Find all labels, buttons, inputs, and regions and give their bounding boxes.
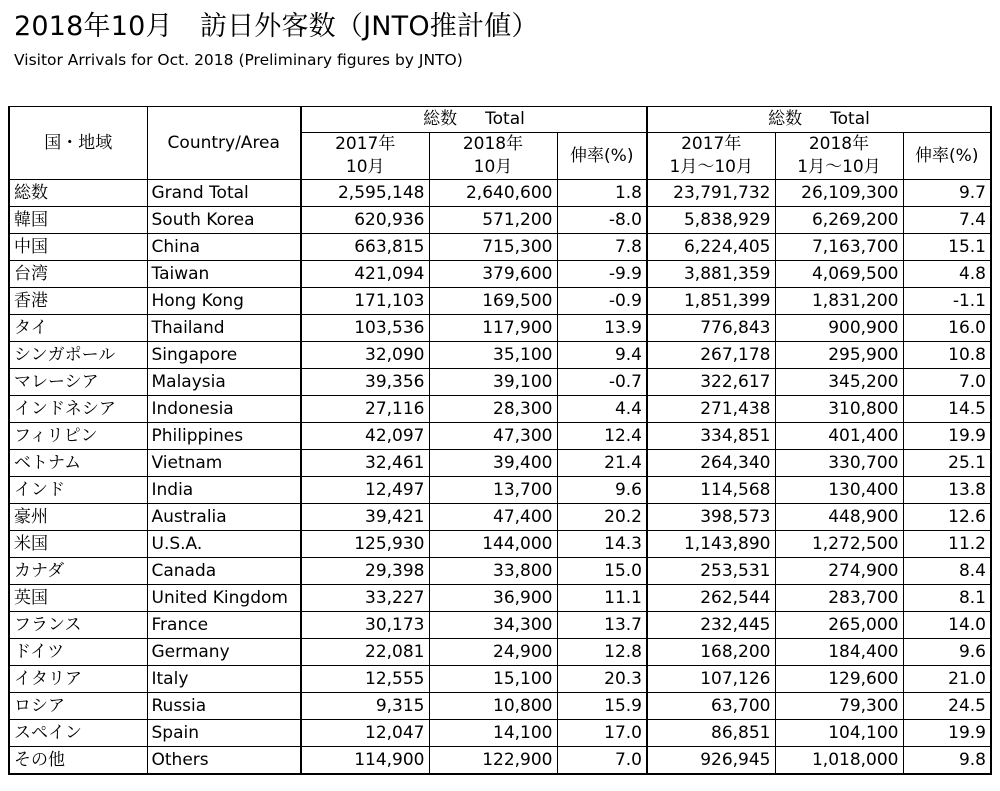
cell-ytd-growth: 8.4 <box>903 558 991 585</box>
cell-ytd-growth: 19.9 <box>903 720 991 747</box>
cell-oct-2017: 39,356 <box>301 369 429 396</box>
cell-ytd-2017: 6,224,405 <box>647 234 775 261</box>
cell-oct-2017: 663,815 <box>301 234 429 261</box>
cell-country-en: South Korea <box>147 207 301 234</box>
cell-ytd-2018: 330,700 <box>775 450 903 477</box>
cell-country-en: Philippines <box>147 423 301 450</box>
cell-ytd-2018: 79,300 <box>775 693 903 720</box>
cell-oct-growth: 21.4 <box>557 450 647 477</box>
cell-oct-2018: 144,000 <box>429 531 557 558</box>
cell-oct-2018: 24,900 <box>429 639 557 666</box>
cell-country-ja: 英国 <box>9 585 147 612</box>
cell-ytd-2017: 398,573 <box>647 504 775 531</box>
cell-country-ja: ロシア <box>9 693 147 720</box>
cell-oct-2017: 32,090 <box>301 342 429 369</box>
cell-oct-2018: 169,500 <box>429 288 557 315</box>
cell-oct-growth: -9.9 <box>557 261 647 288</box>
cell-ytd-2017: 1,851,399 <box>647 288 775 315</box>
cell-oct-2018: 715,300 <box>429 234 557 261</box>
cell-oct-2017: 103,536 <box>301 315 429 342</box>
cell-country-en: China <box>147 234 301 261</box>
cell-country-en: Germany <box>147 639 301 666</box>
cell-oct-growth: 12.4 <box>557 423 647 450</box>
cell-oct-2017: 39,421 <box>301 504 429 531</box>
cell-country-en: Grand Total <box>147 180 301 207</box>
cell-ytd-2017: 334,851 <box>647 423 775 450</box>
cell-oct-growth: 15.9 <box>557 693 647 720</box>
cell-ytd-2018: 130,400 <box>775 477 903 504</box>
cell-ytd-2017: 264,340 <box>647 450 775 477</box>
cell-ytd-2018: 283,700 <box>775 585 903 612</box>
cell-country-en: Canada <box>147 558 301 585</box>
cell-country-ja: インドネシア <box>9 396 147 423</box>
cell-ytd-growth: 12.6 <box>903 504 991 531</box>
cell-oct-2018: 33,800 <box>429 558 557 585</box>
cell-ytd-2017: 5,838,929 <box>647 207 775 234</box>
cell-oct-2018: 47,300 <box>429 423 557 450</box>
cell-oct-2017: 27,116 <box>301 396 429 423</box>
cell-ytd-2017: 63,700 <box>647 693 775 720</box>
cell-oct-growth: 11.1 <box>557 585 647 612</box>
cell-oct-2017: 33,227 <box>301 585 429 612</box>
cell-country-en: United Kingdom <box>147 585 301 612</box>
header-group-oct <box>301 107 647 133</box>
cell-ytd-2018: 7,163,700 <box>775 234 903 261</box>
cell-oct-2017: 9,315 <box>301 693 429 720</box>
cell-oct-2018: 2,640,600 <box>429 180 557 207</box>
cell-ytd-growth: 14.0 <box>903 612 991 639</box>
cell-oct-2017: 12,047 <box>301 720 429 747</box>
table-row <box>9 207 991 234</box>
cell-country-en: Spain <box>147 720 301 747</box>
cell-ytd-growth: 9.7 <box>903 180 991 207</box>
cell-oct-2018: 117,900 <box>429 315 557 342</box>
cell-oct-2017: 620,936 <box>301 207 429 234</box>
cell-country-ja: 韓国 <box>9 207 147 234</box>
header-growth-ytd: 伸率(%) <box>903 133 991 180</box>
cell-oct-2017: 171,103 <box>301 288 429 315</box>
cell-oct-2017: 29,398 <box>301 558 429 585</box>
cell-oct-2018: 571,200 <box>429 207 557 234</box>
header-group-oct-jp: 総数 <box>423 109 458 129</box>
cell-ytd-2018: 6,269,200 <box>775 207 903 234</box>
cell-ytd-growth: 25.1 <box>903 450 991 477</box>
visitor-arrivals-table <box>8 106 992 775</box>
cell-ytd-growth: 13.8 <box>903 477 991 504</box>
cell-country-en: Malaysia <box>147 369 301 396</box>
cell-oct-growth: -0.9 <box>557 288 647 315</box>
cell-country-ja: 豪州 <box>9 504 147 531</box>
table-row <box>9 612 991 639</box>
cell-country-ja: 総数 <box>9 180 147 207</box>
cell-oct-growth: 15.0 <box>557 558 647 585</box>
table-row <box>9 693 991 720</box>
cell-ytd-2018: 274,900 <box>775 558 903 585</box>
cell-ytd-growth: 10.8 <box>903 342 991 369</box>
cell-ytd-growth: 11.2 <box>903 531 991 558</box>
cell-oct-growth: -8.0 <box>557 207 647 234</box>
header-country-ja: 国・地域 <box>9 107 147 180</box>
cell-country-en: Italy <box>147 666 301 693</box>
cell-ytd-2017: 267,178 <box>647 342 775 369</box>
cell-ytd-2018: 26,109,300 <box>775 180 903 207</box>
table-row <box>9 288 991 315</box>
cell-ytd-2017: 926,945 <box>647 747 775 775</box>
header-group-ytd-jp: 総数 <box>768 109 803 129</box>
cell-oct-2018: 34,300 <box>429 612 557 639</box>
cell-ytd-2018: 4,069,500 <box>775 261 903 288</box>
cell-ytd-2017: 3,881,359 <box>647 261 775 288</box>
cell-oct-2017: 114,900 <box>301 747 429 775</box>
cell-ytd-2018: 310,800 <box>775 396 903 423</box>
header-group-ytd-en: Total <box>830 109 870 129</box>
cell-country-ja: ベトナム <box>9 450 147 477</box>
cell-oct-growth: 12.8 <box>557 639 647 666</box>
cell-country-en: Singapore <box>147 342 301 369</box>
cell-oct-growth: 1.8 <box>557 180 647 207</box>
cell-oct-growth: -0.7 <box>557 369 647 396</box>
cell-country-en: Thailand <box>147 315 301 342</box>
cell-ytd-2017: 1,143,890 <box>647 531 775 558</box>
cell-ytd-2018: 401,400 <box>775 423 903 450</box>
table-row <box>9 261 991 288</box>
header-country-en: Country/Area <box>147 107 301 180</box>
cell-country-ja: ドイツ <box>9 639 147 666</box>
cell-oct-2017: 421,094 <box>301 261 429 288</box>
cell-country-ja: 米国 <box>9 531 147 558</box>
cell-ytd-growth: 7.4 <box>903 207 991 234</box>
header-ytd2017-year: 2017年 <box>647 133 775 157</box>
cell-ytd-growth: 9.6 <box>903 639 991 666</box>
table-row <box>9 558 991 585</box>
header-oct2017-month: 10月 <box>301 156 429 180</box>
cell-country-ja: 台湾 <box>9 261 147 288</box>
cell-oct-growth: 20.3 <box>557 666 647 693</box>
table-row <box>9 234 991 261</box>
cell-country-en: Others <box>147 747 301 775</box>
cell-oct-2018: 14,100 <box>429 720 557 747</box>
table-row <box>9 315 991 342</box>
cell-oct-2018: 122,900 <box>429 747 557 775</box>
table-row <box>9 720 991 747</box>
cell-oct-2017: 42,097 <box>301 423 429 450</box>
cell-ytd-2018: 104,100 <box>775 720 903 747</box>
header-ytd2018-year: 2018年 <box>775 133 903 157</box>
table-row <box>9 477 991 504</box>
cell-ytd-2017: 271,438 <box>647 396 775 423</box>
header-oct2018-month: 10月 <box>429 156 557 180</box>
cell-oct-2018: 379,600 <box>429 261 557 288</box>
cell-ytd-2018: 265,000 <box>775 612 903 639</box>
header-group-ytd <box>647 107 991 133</box>
cell-country-en: Taiwan <box>147 261 301 288</box>
cell-country-en: Australia <box>147 504 301 531</box>
page-title: 2018年10月 訪日外客数（JNTO推計値） <box>14 11 539 42</box>
table-row <box>9 666 991 693</box>
cell-oct-growth: 7.8 <box>557 234 647 261</box>
table-row <box>9 504 991 531</box>
cell-oct-growth: 9.4 <box>557 342 647 369</box>
cell-ytd-growth: 9.8 <box>903 747 991 775</box>
header-growth-oct: 伸率(%) <box>557 133 647 180</box>
table-row <box>9 396 991 423</box>
cell-country-ja: 中国 <box>9 234 147 261</box>
header-ytd2018-range: 1月～10月 <box>775 156 903 180</box>
table-row <box>9 531 991 558</box>
cell-oct-2018: 28,300 <box>429 396 557 423</box>
cell-ytd-growth: 16.0 <box>903 315 991 342</box>
cell-oct-growth: 14.3 <box>557 531 647 558</box>
cell-country-en: Indonesia <box>147 396 301 423</box>
cell-oct-2018: 39,100 <box>429 369 557 396</box>
cell-country-ja: スペイン <box>9 720 147 747</box>
cell-oct-2018: 39,400 <box>429 450 557 477</box>
cell-country-en: Russia <box>147 693 301 720</box>
cell-oct-growth: 13.9 <box>557 315 647 342</box>
cell-oct-2017: 30,173 <box>301 612 429 639</box>
table-row <box>9 747 991 775</box>
table-row <box>9 342 991 369</box>
cell-ytd-growth: 7.0 <box>903 369 991 396</box>
cell-oct-growth: 7.0 <box>557 747 647 775</box>
cell-ytd-2017: 114,568 <box>647 477 775 504</box>
cell-ytd-growth: 21.0 <box>903 666 991 693</box>
cell-country-ja: タイ <box>9 315 147 342</box>
cell-ytd-growth: 8.1 <box>903 585 991 612</box>
cell-oct-2018: 10,800 <box>429 693 557 720</box>
cell-oct-2018: 47,400 <box>429 504 557 531</box>
cell-ytd-2017: 232,445 <box>647 612 775 639</box>
table-row <box>9 369 991 396</box>
cell-oct-2018: 13,700 <box>429 477 557 504</box>
cell-ytd-2018: 129,600 <box>775 666 903 693</box>
cell-ytd-growth: 4.8 <box>903 261 991 288</box>
cell-oct-2017: 2,595,148 <box>301 180 429 207</box>
cell-ytd-2018: 1,272,500 <box>775 531 903 558</box>
cell-ytd-2017: 23,791,732 <box>647 180 775 207</box>
cell-ytd-2018: 1,018,000 <box>775 747 903 775</box>
cell-country-ja: フィリピン <box>9 423 147 450</box>
cell-ytd-growth: -1.1 <box>903 288 991 315</box>
cell-ytd-2017: 107,126 <box>647 666 775 693</box>
cell-country-en: India <box>147 477 301 504</box>
cell-ytd-2017: 168,200 <box>647 639 775 666</box>
cell-oct-2017: 12,497 <box>301 477 429 504</box>
cell-country-ja: 香港 <box>9 288 147 315</box>
page-subtitle: Visitor Arrivals for Oct. 2018 (Preliminary figures by JNTO) <box>14 51 463 69</box>
cell-ytd-2017: 262,544 <box>647 585 775 612</box>
cell-ytd-2017: 322,617 <box>647 369 775 396</box>
cell-country-en: Hong Kong <box>147 288 301 315</box>
table-row-grand-total <box>9 180 991 207</box>
cell-oct-growth: 20.2 <box>557 504 647 531</box>
cell-oct-2018: 35,100 <box>429 342 557 369</box>
table-row <box>9 450 991 477</box>
header-ytd2017-range: 1月～10月 <box>647 156 775 180</box>
table-row <box>9 423 991 450</box>
cell-country-en: U.S.A. <box>147 531 301 558</box>
cell-country-ja: インド <box>9 477 147 504</box>
cell-country-ja: カナダ <box>9 558 147 585</box>
cell-country-ja: フランス <box>9 612 147 639</box>
table-row <box>9 639 991 666</box>
cell-oct-2017: 125,930 <box>301 531 429 558</box>
cell-ytd-growth: 24.5 <box>903 693 991 720</box>
cell-oct-2018: 15,100 <box>429 666 557 693</box>
cell-ytd-2018: 900,900 <box>775 315 903 342</box>
cell-ytd-2018: 448,900 <box>775 504 903 531</box>
cell-oct-growth: 9.6 <box>557 477 647 504</box>
cell-ytd-2018: 345,200 <box>775 369 903 396</box>
cell-ytd-growth: 19.9 <box>903 423 991 450</box>
cell-oct-2018: 36,900 <box>429 585 557 612</box>
cell-country-ja: シンガポール <box>9 342 147 369</box>
cell-ytd-2018: 1,831,200 <box>775 288 903 315</box>
cell-oct-2017: 32,461 <box>301 450 429 477</box>
cell-oct-growth: 17.0 <box>557 720 647 747</box>
cell-ytd-2017: 86,851 <box>647 720 775 747</box>
header-group-oct-en: Total <box>485 109 525 129</box>
table-row <box>9 585 991 612</box>
cell-oct-2017: 22,081 <box>301 639 429 666</box>
cell-ytd-growth: 14.5 <box>903 396 991 423</box>
cell-oct-2017: 12,555 <box>301 666 429 693</box>
cell-country-ja: その他 <box>9 747 147 775</box>
header-oct2018-year: 2018年 <box>429 133 557 157</box>
cell-ytd-2017: 776,843 <box>647 315 775 342</box>
cell-country-en: Vietnam <box>147 450 301 477</box>
cell-ytd-growth: 15.1 <box>903 234 991 261</box>
cell-country-en: France <box>147 612 301 639</box>
cell-ytd-2017: 253,531 <box>647 558 775 585</box>
cell-ytd-2018: 295,900 <box>775 342 903 369</box>
cell-oct-growth: 4.4 <box>557 396 647 423</box>
cell-oct-growth: 13.7 <box>557 612 647 639</box>
cell-country-ja: マレーシア <box>9 369 147 396</box>
header-oct2017-year: 2017年 <box>301 133 429 157</box>
cell-ytd-2018: 184,400 <box>775 639 903 666</box>
cell-country-ja: イタリア <box>9 666 147 693</box>
